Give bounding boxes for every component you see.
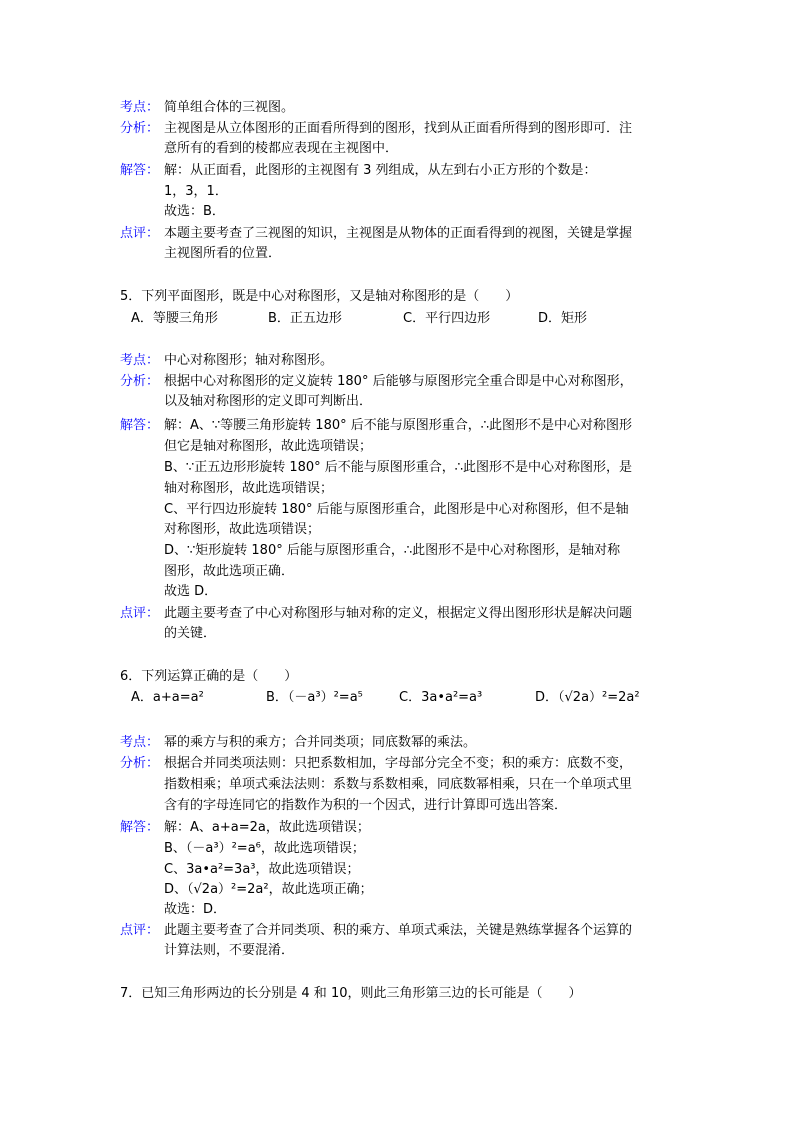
fenxi-line: 指数相乘；单项式乘法法则：系数与系数相乘，同底数幂相乘，只在一个单项式里	[164, 777, 633, 792]
jieda-line: 图形，故此选项正确．	[164, 564, 295, 579]
jieda-line: 轴对称图形，故此选项错误；	[164, 481, 334, 496]
jieda-line: 解：A、a+a=2a，故此选项错误；	[164, 820, 370, 835]
jieda-line: D、（√2a）²=2a²，故此选项正确；	[164, 882, 373, 897]
jieda-line: 对称图形，故此选项错误；	[164, 522, 321, 537]
kaodian-line: 幂的乘方与积的乘方；合并同类项；同底数幂的乘法。	[164, 735, 477, 750]
q5-option: D．矩形	[538, 311, 588, 326]
dianping-label: 点评：	[120, 226, 160, 241]
dianping-label: 点评：	[120, 606, 160, 621]
jieda-label: 解答：	[120, 820, 160, 835]
kaodian-line: 简单组合体的三视图。	[164, 100, 295, 115]
dianping-line: 此题主要考查了合并同类项、积的乘方、单项式乘法，关键是熟练掌握各个运算的	[164, 923, 633, 938]
q5-option: A．等腰三角形	[131, 311, 218, 326]
jieda-line: D、∵矩形旋转 180° 后能与原图形重合，∴此图形不是中心对称图形，是轴对称	[164, 543, 621, 558]
dianping-line: 的关键．	[164, 626, 217, 641]
jieda-line: 解：A、∵等腰三角形旋转 180° 后不能与原图形重合，∴此图形不是中心对称图形	[164, 418, 633, 433]
question-5: 5．下列平面图形，既是中心对称图形，又是轴对称图形的是（ ）	[120, 289, 519, 304]
jieda-line: 故选 D．	[164, 584, 218, 599]
jieda-line: C、3a•a²=3a³，故此选项错误；	[164, 862, 360, 877]
jieda-line: 故选：B．	[164, 204, 225, 219]
kaodian-label: 考点：	[120, 100, 160, 115]
jieda-line: B、（－a³）²=a⁶，故此选项错误；	[164, 841, 365, 856]
fenxi-line: 以及轴对称图形的定义即可判断出．	[164, 394, 373, 409]
question-6: 6．下列运算正确的是（ ）	[120, 669, 298, 684]
fenxi-line: 主视图是从立体图形的正面看所得到的图形，找到从正面看所得到的图形即可．注	[164, 121, 633, 136]
q6-option: A．a+a=a²	[131, 690, 204, 705]
fenxi-line: 根据合并同类项法则：只把系数相加，字母部分完全不变；积的乘方：底数不变，	[164, 756, 633, 771]
kaodian-label: 考点：	[120, 353, 160, 368]
dianping-label: 点评：	[120, 923, 160, 938]
jieda-line: B、∵正五边形形旋转 180° 后不能与原图形重合，∴此图形不是中心对称图形，是	[164, 460, 633, 475]
fenxi-line: 含有的字母连同它的指数作为积的一个因式，进行计算即可选出答案．	[164, 798, 568, 813]
fenxi-line: 根据中心对称图形的定义旋转 180° 后能够与原图形完全重合即是中心对称图形，	[164, 374, 633, 389]
fenxi-label: 分析：	[120, 121, 160, 136]
q5-option: B．正五边形	[268, 311, 342, 326]
q6-option: C．3a•a²=a³	[399, 690, 483, 705]
kaodian-label: 考点：	[120, 735, 160, 750]
jieda-label: 解答：	[120, 163, 160, 178]
jieda-line: 但它是轴对称图形，故此选项错误；	[164, 439, 373, 454]
dianping-line: 主视图所看的位置．	[164, 246, 282, 261]
jieda-line: 解：从正面看，此图形的主视图有 3 列组成，从左到右小正方形的个数是：	[164, 163, 597, 178]
q6-option: D．（√2a）²=2a²	[535, 690, 640, 705]
q5-option: C．平行四边形	[403, 311, 491, 326]
dianping-line: 本题主要考查了三视图的知识，主视图是从物体的正面看得到的视图，关键是掌握	[164, 226, 633, 241]
fenxi-label: 分析：	[120, 374, 160, 389]
jieda-label: 解答：	[120, 418, 160, 433]
fenxi-line: 意所有的看到的棱都应表现在主视图中．	[164, 141, 399, 156]
jieda-line: 故选：D．	[164, 902, 227, 917]
dianping-line: 计算法则，不要混淆．	[164, 943, 295, 958]
jieda-line: 1，3，1．	[164, 184, 228, 199]
jieda-line: C、平行四边形旋转 180° 后能与原图形重合，此图形是中心对称图形，但不是轴	[164, 502, 629, 517]
question-7: 7．已知三角形两边的长分别是 4 和 10，则此三角形第三边的长可能是（ ）	[120, 986, 582, 1001]
q6-option: B．（－a³）²=a⁵	[266, 690, 363, 705]
dianping-line: 此题主要考查了中心对称图形与轴对称的定义，根据定义得出图形形状是解决问题	[164, 606, 633, 621]
fenxi-label: 分析：	[120, 756, 160, 771]
kaodian-line: 中心对称图形；轴对称图形。	[164, 353, 334, 368]
